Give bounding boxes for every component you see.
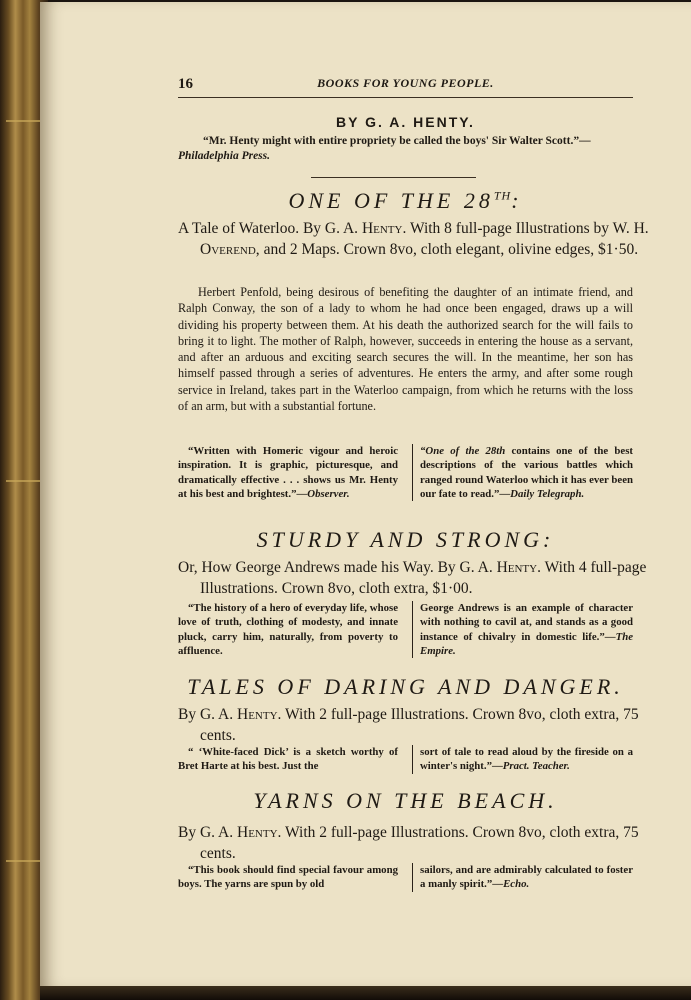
desc-author: Henty. <box>237 824 282 841</box>
desc-text: and 2 Maps. Crown 8vo, cloth elegant, olivine edges, $1·50. <box>259 241 639 258</box>
review-right <box>412 601 633 658</box>
review-source: The Empire. <box>420 630 633 657</box>
review-left <box>178 444 398 501</box>
desc-text: With 2 full-page Illustrations. Crown 8vo, cloth extra, 75 cents. <box>200 824 639 862</box>
review-left: “ ‘White-faced Dick’ is a sketch worthy of Bret Harte at his best. Just the <box>178 746 398 773</box>
review-source: Echo. <box>503 878 530 891</box>
header-rule <box>178 97 633 98</box>
review-text: sailors, and are admirably calculated to foster a manly spirit.”— <box>420 864 633 891</box>
review-text: contains one of the best descriptions of the various battles which ranged round Waterloo which it has ever been our fate to read.”— <box>420 445 633 500</box>
book-title-one-of-the-28th <box>178 188 633 214</box>
reviews <box>178 745 633 774</box>
review-book-title: “One of the 28th <box>420 445 506 457</box>
review-source: Observer. <box>307 487 350 500</box>
book-title-sturdy-and-strong: STURDY AND STRONG: <box>256 527 555 552</box>
reviews <box>178 444 633 501</box>
title-rule <box>311 177 476 178</box>
epigraph-text: “Mr. Henty might with entire propriety be called the boys' Sir Walter Scott.”— <box>203 135 591 147</box>
review-text: “Written with Homeric vigour and heroic inspiration. It is graphic, picturesque, and dramatically effective . . . shows us Mr. Henty at his best and brightest.”— <box>178 445 398 500</box>
running-title: BOOKS FOR YOUNG PEOPLE. <box>317 76 494 90</box>
desc-text: With 2 full-page Illustrations. Crown 8vo, cloth extra, 75 cents. <box>200 706 639 744</box>
desc-text: By G. A. <box>178 706 237 723</box>
reviews <box>178 863 633 892</box>
spine-band <box>6 120 42 122</box>
desc-author: Henty. <box>496 559 541 576</box>
desc-text: Or, How George Andrews made his Way. By G. A. <box>178 559 497 576</box>
reviews <box>178 601 633 658</box>
page-edge <box>40 986 691 1000</box>
synopsis-paragraph: Herbert Penfold, being desirous of benefiting the daughter of an intimate friend, and Ralph Conway, the son of a lady to whom he had once been engaged, draws up a will dividing his property between them. At his death the authorized search for the will fails to bring it to light. The mother of Ralph, however, succeeds in entering the house as a servant, and after an arduous and exciting search secures the will. In the meantime, her son has himself passed through a series of adventures. He enters the army, and after some rough service in Ireland, takes part in the Waterloo campaign, from which he returns with the loss of an arm, but with a substantial fortune. <box>178 285 633 414</box>
spine-band <box>6 860 42 862</box>
desc-text: With 4 full-page Illustrations. Crown 8vo, cloth extra, $1·00. <box>200 559 647 597</box>
review-source: Pract. Teacher. <box>502 760 570 773</box>
review-text: George Andrews is an example of character with nothing to cavil at, and stands as a good instance of chivalry in domestic life.”— <box>420 602 633 643</box>
review-left: “This book should find special favour among boys. The yarns are spun by old <box>178 864 398 891</box>
book-title-tales-of-daring-and-danger: TALES OF DARING AND DANGER. <box>187 674 624 699</box>
page-header <box>178 72 633 98</box>
book-description <box>178 557 655 599</box>
page-number: 16 <box>178 76 193 92</box>
epigraph <box>178 134 633 164</box>
review-source: Daily Telegraph. <box>510 487 585 500</box>
epigraph-source: Philadelphia Press. <box>178 150 271 162</box>
spine-band <box>6 480 42 482</box>
book-description <box>178 218 655 260</box>
desc-text: A Tale of Waterloo. By G. A. <box>178 220 362 237</box>
desc-illustrator: Overend, <box>200 241 260 258</box>
title-superscript: TH <box>493 188 512 203</box>
book-description <box>178 822 655 864</box>
desc-text: By G. A. <box>178 824 237 841</box>
desc-author: Henty. <box>237 706 282 723</box>
review-right <box>412 863 633 892</box>
author-heading: BY G. A. HENTY. <box>336 114 475 130</box>
review-right <box>412 444 633 501</box>
desc-author: Henty. <box>361 220 407 237</box>
desc-text: With 8 full-page Illustrations by W. H. <box>406 220 649 237</box>
title-text: ONE OF THE 28 <box>288 188 494 213</box>
review-right <box>412 745 633 774</box>
book-description <box>178 704 655 746</box>
title-colon: : <box>511 188 523 213</box>
review-text: sort of tale to read aloud by the fireside on a winter's night.”— <box>420 746 633 773</box>
review-left: “The history of a hero of everyday life, whose love of truth, clothing of modesty, and innate pluck, carry him, naturally, from poverty to affluence. <box>178 602 398 657</box>
book-title-yarns-on-the-beach: YARNS ON THE BEACH. <box>253 788 558 813</box>
